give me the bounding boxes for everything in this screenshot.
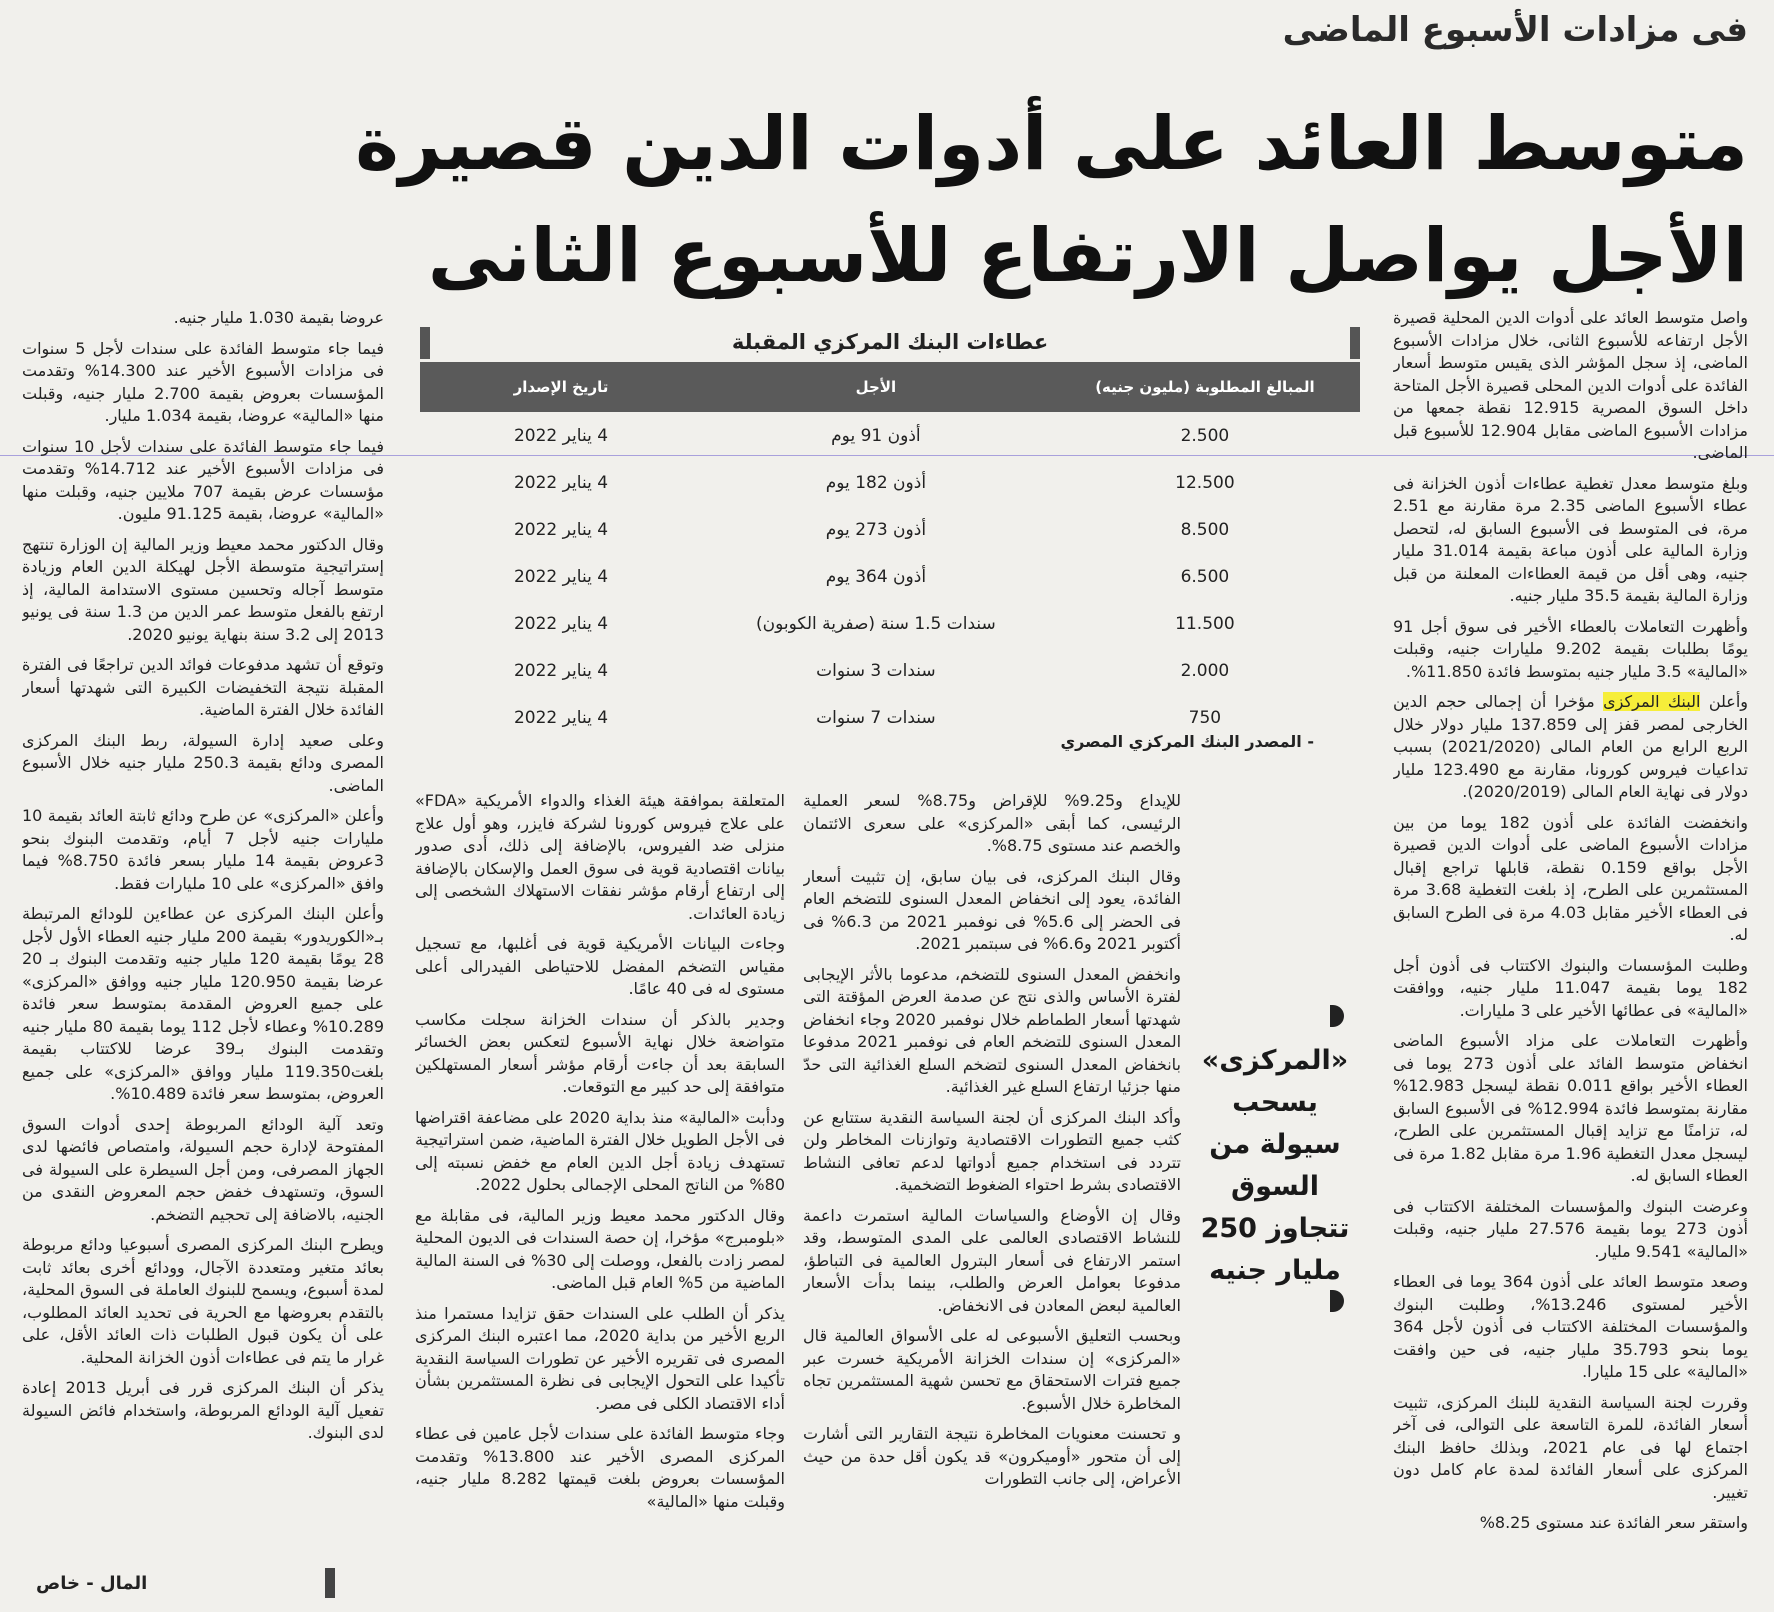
paragraph: وأعلن البنك المركزى مؤخرا أن إجمالى حجم الدين الخارجى لمصر قفز إلى 137.859 مليار دولار خلال الربع الرابع من العام المالى (2021/2020) بسبب تداعيات فيروس كورونا، مقارنة مع 123.490 مليار دولار فى نهاية العام المالى (2020/2019). <box>1393 692 1748 801</box>
title-marker <box>420 327 430 359</box>
cell-amount: 750 <box>1188 707 1222 728</box>
cell-term: أذون 182 يوم <box>825 472 927 493</box>
table-row <box>420 459 1360 506</box>
byline: المال - خاص <box>36 1573 148 1594</box>
paragraph: وتعد آلية الودائع المربوطة إحدى أدوات السوق المفتوحة لإدارة حجم السيولة، وامتصاص فائضها لدى الجهاز المصرفى، ومن أجل السيطرة على السيولة فى السوق، وتستهدف خفض حجم المعروض النقدى من الجنيه، بالاضافة إلى تحجيم التضخم. <box>22 1114 384 1224</box>
headline: متوسط العائد على أدوات الدين قصيرة الأجل يواصل الارتفاع للأسبوع الثانى <box>355 101 1748 299</box>
cell-date: 4 يناير 2022 <box>513 566 609 587</box>
table-row <box>420 647 1360 694</box>
cell-term: سندات 1.5 سنة (صفرية الكوبون) <box>756 613 996 634</box>
cell-date: 4 يناير 2022 <box>513 472 609 493</box>
cell-date: 4 يناير 2022 <box>513 707 609 728</box>
byline-marker <box>325 1568 335 1598</box>
paragraph: وجاء متوسط الفائدة على سندات لأجل عامين فى عطاء المركزى المصرى الأخير عند 13.800% وتقدمت المؤسسات بعروض بلغت قيمتها 8.282 مليار جنيه، وقبلت منها «المالية» <box>415 1424 785 1511</box>
cell-term: سندات 7 سنوات <box>816 707 936 728</box>
article-column-mid-left <box>415 790 785 1605</box>
paragraph: واستقر سعر الفائدة عند مستوى 8.25% <box>1479 1513 1748 1532</box>
table-row <box>420 506 1360 553</box>
paragraph: وعرضت البنوك والمؤسسات المختلفة الاكتتاب فى أذون 273 يوما بقيمة 27.576 مليار جنيه، وقبلت «المالية» 9.541 مليار. <box>1393 1196 1748 1261</box>
paragraph: واصل متوسط العائد على أدوات الدين المحلية قصيرة الأجل ارتفاعه للأسبوع الثانى، خلال مزادات الأسبوع الماضى، إذ سجل المؤشر الذى يقيس متوسط أسعار الفائدة على أدوات الدين المحلى قصيرة الأجل المتاحة داخل السوق المصرية 12.915 نقطة جمعها من مزادات الأسبوع الماضى مقابل 12.904 للأسبوع قبل الماضى. <box>1393 308 1748 462</box>
paragraph: وقال الدكتور محمد معيط وزير المالية، فى مقابلة مع «بلومبرج» مؤخرا، إن حصة السندات فى الديون المحلية لمصر زادت بالفعل، ووصلت إلى 30% فى السنة المالية الماضية من 5% العام قبل الماضى. <box>415 1205 785 1292</box>
paragraph: وطلبت المؤسسات والبنوك الاكتتاب فى أذون أجل 182 يوما بقيمة 11.047 مليار جنيه، ووافقت «المالية» فى عطائها الأخير على 3 مليارات. <box>1393 955 1748 1020</box>
cell-date: 4 يناير 2022 <box>513 660 609 681</box>
paragraph: للإيداع و9.25% للإقراض و8.75% لسعر العملية الرئيسى، كما أبقى «المركزى» على سعرى الائتمان والخصم عند مستوى 8.75%. <box>803 791 1181 855</box>
paragraph: يذكر أن الطلب على السندات حقق تزايدا مستمرا منذ الربع الأخير من بداية 2020، مما اعتبره البنك المركزى المصرى فى تقريره الأخير عن تطورات السياسة النقدية تأكيدا على التحول الإيجابى فى نظرة المستثمرين بشأن أداء الاقتصاد الكلى فى مصر. <box>415 1303 785 1413</box>
paragraph: يذكر أن البنك المركزى قرر فى أبريل 2013 إعادة تفعيل آلية الودائع المربوطة، واستخدام فائض السيولة لدى البنوك. <box>22 1378 384 1442</box>
cell-amount: 2.500 <box>1180 425 1230 446</box>
paragraph: ودأبت «المالية» منذ بداية 2020 على مضاعفة اقتراضها فى الأجل الطويل خلال الفترة الماضية، ضمن استراتيجية تستهدف زيادة أجل الدين العام مع خفض نسبته إلى 80% من الناتج المحلى الإجمالى بحلول 2022. <box>415 1107 785 1194</box>
cell-date: 4 يناير 2022 <box>513 519 609 540</box>
paragraph: وقال الدكتور محمد معيط وزير المالية إن الوزارة تنتهج إستراتيجية متوسطة الأجل لهيكلة الدين العام وزيادة متوسط آجاله وتحسين مستوى الاستدامة المالية، إذ ارتفع بالفعل متوسط عمر الدين من 1.3 سنة فى يونيو 2013 إلى 3.2 سنة بنهاية يونيو 2020. <box>22 534 384 644</box>
article-column-mid-right <box>803 790 1181 1605</box>
paragraph: فيما جاء متوسط الفائدة على سندات لأجل 5 سنوات فى مزادات الأسبوع الأخير عند 14.300% وتقدمت المؤسسات بعروض بقيمة 2.700 مليار جنيه، وقبلت منها «المالية» عروضا، بقيمة 1.034 مليار. <box>22 338 384 425</box>
paragraph: ويطرح البنك المركزى المصرى أسبوعيا ودائع مربوطة بعائد متغير ومتعددة الآجال، وودائع أخرى بعائد ثابت لمدة أسبوع، ويسمح للبنوك العاملة فى السوق المحلية، بالتقدم بعروضها مع الحرية فى تحديد العائد المطلوب، على أن يكون قبول الطلبات ذات العائد الأقل، على غرار ما يتم فى عطاءات أذون الخزانة المحلية. <box>22 1235 384 1367</box>
cell-term: أذون 364 يوم <box>825 566 927 587</box>
paragraph: وبلغ متوسط معدل تغطية عطاءات أذون الخزانة فى عطاء الأسبوع الماضى 2.35 مرة مقارنة مع 2.51 مرة، فى المتوسط فى الأسبوع السابق له، لتحصل وزارة المالية على أذون مباعة بقيمة 31.014 مليار جنيه، وهى أقل من قيمة العطاءات المعلنة من قبل وزارة المالية بقيمة 35.5 مليار جنيه. <box>1393 473 1748 605</box>
quote-mark-close <box>1330 1290 1344 1312</box>
paragraph: و تحسنت معنويات المخاطرة نتيجة التقارير التى أشارت إلى أن متحور «أوميكرون» قد يكون أقل حدة من حيث الأعراض، إلى جانب التطورات <box>803 1424 1181 1488</box>
paragraph: وأعلن «المركزى» عن طرح ودائع ثابتة العائد بقيمة 10 مليارات جنيه لأجل 7 أيام، وتقدمت البنوك بنحو 3عروض بقيمة 14 مليار بسعر فائدة 8.750% فيما وافق «المركزى» على 10 مليارات فقط. <box>22 806 384 893</box>
cell-date: 4 يناير 2022 <box>513 613 609 634</box>
cell-amount: 6.500 <box>1180 566 1230 587</box>
header-term: الأجل <box>855 378 897 396</box>
paragraph: وجدير بالذكر أن سندات الخزانة سجلت مكاسب متواضعة خلال نهاية الأسبوع لتعكس بعض الخسائر السابقة بعد أن جاءت أرقام مؤشر أسعار المستهلكين متوافقة إلى حد كبير مع التوقعات. <box>415 1009 785 1096</box>
cell-amount: 2.000 <box>1180 660 1230 681</box>
title-marker <box>1350 327 1360 359</box>
paragraph: وتوقع أن تشهد مدفوعات فوائد الدين تراجعًا فى الفترة المقبلة نتيجة التخفيضات الكبيرة التى شهدتها أسعار الفائدة خلال الفترة الماضية. <box>22 655 384 719</box>
cell-term: أذون 91 يوم <box>831 425 921 446</box>
paragraph: وعلى صعيد إدارة السيولة، ربط البنك المركزى المصرى ودائع بقيمة 250.3 مليار جنيه خلال الأسبوع الماضى. <box>22 730 384 795</box>
paragraph: وانخفض المعدل السنوى للتضخم، مدعوما بالأثر الإيجابى لفترة الأساس والذى نتج عن صدمة العرض المؤقتة التى شهدتها أسعار الطماطم خلال نوفمبر 2020 وجاء انخفاض المعدل السنوى للتضخم العام فى نوفمبر 2021 مدفوعا بانخفاض المعدل السنوى لتضخم السلع الغذائية التى حدّ منها جزئيا ارتفاع السلع غير الغذائية. <box>803 964 1181 1096</box>
table-row <box>420 600 1360 647</box>
header-date: تاريخ الإصدار <box>513 378 609 396</box>
paragraph: وقررت لجنة السياسة النقدية للبنك المركزى، تثبيت أسعار الفائدة، للمرة التاسعة على التوالى، فى آخر اجتماع لها فى عام 2021، وبذلك حافظ البنك المركزى على أسعار الفائدة لمدة عام كامل دون تغيير. <box>1393 1392 1748 1502</box>
cell-date: 4 يناير 2022 <box>513 425 609 446</box>
paragraph: وجاءت البيانات الأمريكية قوية فى أغلبها، مع تسجيل مقياس التضخم المفضل للاحتياطى الفيدرالى أعلى مستوى له فى 40 عامًا. <box>415 934 785 998</box>
paragraph: وقال إن الأوضاع والسياسات المالية استمرت داعمة للنشاط الاقتصادى العالمى على المدى المتوسط، وقد استمر الارتفاع فى أسعار البترول العالمية فى التباطؤ، مدفوعا بعوامل العرض والطلب، بينما بدأت الأسعار العالمية لبعض المعادن فى الانخفاض. <box>803 1205 1181 1315</box>
pull-quote: «المركزى» يسحب سيولة من السوق تتجاوز 250 مليار جنيه <box>1200 1045 1350 1286</box>
auctions-table <box>420 322 1360 742</box>
article-column-left <box>22 307 384 1557</box>
kicker: فى مزادات الأسبوع الماضى <box>1282 10 1748 50</box>
cell-term: سندات 3 سنوات <box>816 660 936 681</box>
paragraph: عروضا بقيمة 1.030 مليار جنيه. <box>173 308 384 327</box>
table-body <box>420 412 1360 741</box>
table-header <box>420 362 1360 412</box>
table-row <box>420 412 1360 459</box>
cell-term: أذون 273 يوم <box>825 519 927 540</box>
paragraph: وانخفضت الفائدة على أذون 182 يوما من بين مزادات الأسبوع الماضى على أدوات الدين قصيرة الأجل بواقع 0.159 نقطة، قابلها تراجع إقبال المستثمرين على الطرح، إذ بلغت التغطية 3.68 مرة فى العطاء الأخير مقابل 4.03 مرة فى الطرح السابق له. <box>1393 812 1748 944</box>
header-amount: المبالغ المطلوبة (مليون جنيه) <box>1095 378 1315 396</box>
table-row <box>420 553 1360 600</box>
table-source: - المصدر البنك المركزي المصري <box>1060 732 1314 751</box>
paragraph: وأظهرت التعاملات على مزاد الأسبوع الماضى انخفاض متوسط الفائد على أذون 273 يوما فى العطاء الأخير بواقع 0.011 نقطة ليسجل 12.983% مقارنة بمتوسط فائدة 12.994% فى الأسبوع السابق له، تزامنًا مع تزايد إقبال المستثمرين على الطرح، ليسجل معدل التغطية 1.96 مرة مقابل 1.82 مرة فى العطاء السابق له. <box>1393 1031 1748 1185</box>
paragraph: وأظهرت التعاملات بالعطاء الأخير فى سوق أجل 91 يومًا بطلبات بقيمة 9.202 مليارات جنيه، وقبلت «المالية» 3.5 مليار جنيه بمتوسط فائدة 11.850%. <box>1393 616 1748 681</box>
cell-amount: 12.500 <box>1175 472 1235 493</box>
paragraph: وبحسب التعليق الأسبوعى له على الأسواق العالمية قال «المركزى» إن سندات الخزانة الأمريكية خسرت عبر جميع فترات الاستحقاق مع تحسن شهية المستثمرين تجاه المخاطرة خلال الأسبوع. <box>803 1326 1181 1413</box>
cell-amount: 8.500 <box>1180 519 1230 540</box>
paragraph: المتعلقة بموافقة هيئة الغذاء والدواء الأمريكية «FDA» على علاج فيروس كورونا لشركة فايزر، وهو أول علاج منزلى ضد الفيروس، بالإضافة إلى ذلك، أدى صدور بيانات اقتصادية قوية فى سوق العمل والإسكان بالإضافة إلى ارتفاع أرقام مؤشر نفقات الاستهلاك الشخصى إلى زيادة العائدات. <box>415 791 785 923</box>
table-title-bar <box>420 322 1360 362</box>
paragraph: وأعلن البنك المركزى عن عطاءين للودائع المرتبطة بـ«الكوريدور» بقيمة 200 مليار جنيه العطاء الأول لأجل 28 يومًا بقيمة 120 مليار جنيه وتقدمت البنوك بـ 20 عرضا بقيمة 120.950 مليار جنيه ووافق «المركزى» على جميع العروض المقدمة بمتوسط سعر فائدة 10.289% وعطاء لأجل 112 يوما بقيمة 80 مليار جنيه وتقدمت البنوك بـ39 عرضا للاكتتاب بقيمة بلغت119.350 مليار ووافق «المركزى» على جميع العروض، بمتوسط سعر فائدة 10.489%. <box>22 904 384 1103</box>
quote-mark-open <box>1330 1005 1344 1027</box>
paragraph: وقال البنك المركزى، فى بيان سابق، إن تثبيت أسعار الفائدة، يعود إلى انخفاض المعدل السنوى للتضخم العام فى الحضر إلى 5.6% فى نوفمبر 2021 من 6.3% فى أكتوبر 2021 و6.6% فى سبتمبر 2021. <box>803 866 1181 953</box>
paragraph: وأكد البنك المركزى أن لجنة السياسة النقدية ستتابع عن كثب جميع التطورات الاقتصادية وتوازنات المخاطر ولن تتردد فى استخدام جميع أدواتها لدعم تعافى النشاط الاقتصادى بشرط احتواء الضغوط التضخمية. <box>803 1107 1181 1194</box>
highlighted-text: البنك المركزى <box>1603 692 1701 711</box>
paragraph: وصعد متوسط العائد على أذون 364 يوما فى العطاء الأخير لمستوى 13.246%، وطلبت البنوك والمؤسسات المختلفة الاكتتاب فى أذون لأجل 364 يوما بنحو 35.793 مليار جنيه، فى حين وافقت «المالية» على 15 مليارا. <box>1393 1272 1748 1381</box>
cell-amount: 11.500 <box>1175 613 1235 634</box>
article-column-right <box>1393 307 1748 1607</box>
table-title: عطاءات البنك المركزي المقبلة <box>731 330 1049 354</box>
paragraph: فيما جاء متوسط الفائدة على سندات لأجل 10 سنوات فى مزادات الأسبوع الأخير عند 14.712% وتقدمت مؤسسات عرض بقيمة 707 ملايين جنيه، وقبلت منها «المالية» عروضا، بقيمة 91.125 مليون. <box>22 436 384 523</box>
